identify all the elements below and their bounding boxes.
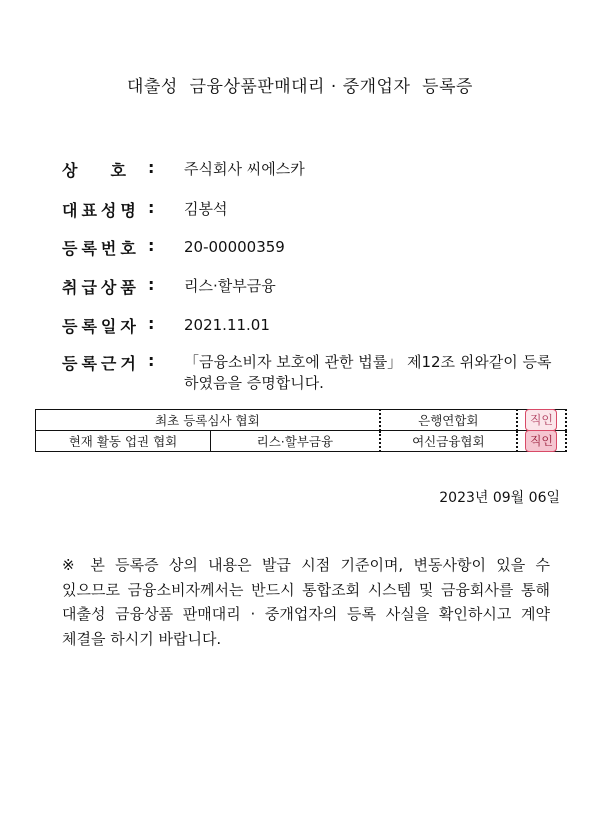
current-sector-value: 리스·할부금융 <box>210 431 379 452</box>
table-row <box>36 410 567 431</box>
field-colon: : <box>148 351 155 370</box>
first-registration-association: 은행연합회 <box>380 410 517 431</box>
official-seal-stamp: 직인 <box>525 430 557 452</box>
official-seal-stamp: 직인 <box>525 409 557 431</box>
current-sector-label: 현재 활동 업권 협회 <box>36 431 211 452</box>
field-label-part: 상 <box>62 161 78 180</box>
field-colon: : <box>148 198 155 217</box>
current-association-seal-cell <box>517 431 566 452</box>
field-value-representative: 김봉석 <box>184 200 228 218</box>
field-value-company-name: 주식회사 씨에스카 <box>184 160 305 178</box>
first-registration-seal-cell <box>517 410 566 431</box>
field-label-legal-basis: 등록근거 <box>62 354 140 373</box>
field-colon: : <box>148 314 155 333</box>
association-table <box>35 409 567 452</box>
field-label-registration-date: 등록일자 <box>62 317 140 336</box>
field-label-registration-number: 등록번호 <box>62 239 140 258</box>
field-label-part: 호 <box>110 161 126 180</box>
field-value-registration-date: 2021.11.01 <box>184 316 270 334</box>
field-value-legal-basis: 「금융소비자 보호에 관한 법률」 제12조 위와같이 등록하였음을 증명합니다. <box>184 353 552 392</box>
notice-text: ※ 본 등록증 상의 내용은 발급 시점 기준이며, 변동사항이 있을 수 있으므로 금융소비자께서는 반드시 통합조회 시스템 및 금융회사를 통해 대출성 금융상품 판매대리 · 중개업자의 등록 사실을 확인하시고 계약 체결을 하시기 바랍니다. <box>62 556 550 648</box>
field-value-products: 리스·할부금융 <box>184 277 276 295</box>
field-value-registration-number: 20-00000359 <box>184 238 285 256</box>
field-label-representative: 대표성명 <box>62 201 140 220</box>
field-colon: : <box>148 158 155 177</box>
field-label-company-name <box>62 158 126 181</box>
first-registration-label: 최초 등록심사 협회 <box>36 410 380 431</box>
field-colon: : <box>148 236 155 255</box>
issue-date: 2023년 09월 06일 <box>439 490 560 506</box>
certificate-title: 대출성 금융상품판매대리 · 중개업자 등록증 <box>127 77 473 97</box>
table-row <box>36 431 567 452</box>
current-association: 여신금융협회 <box>380 431 517 452</box>
field-colon: : <box>148 275 155 294</box>
field-label-products: 취급상품 <box>62 278 140 297</box>
